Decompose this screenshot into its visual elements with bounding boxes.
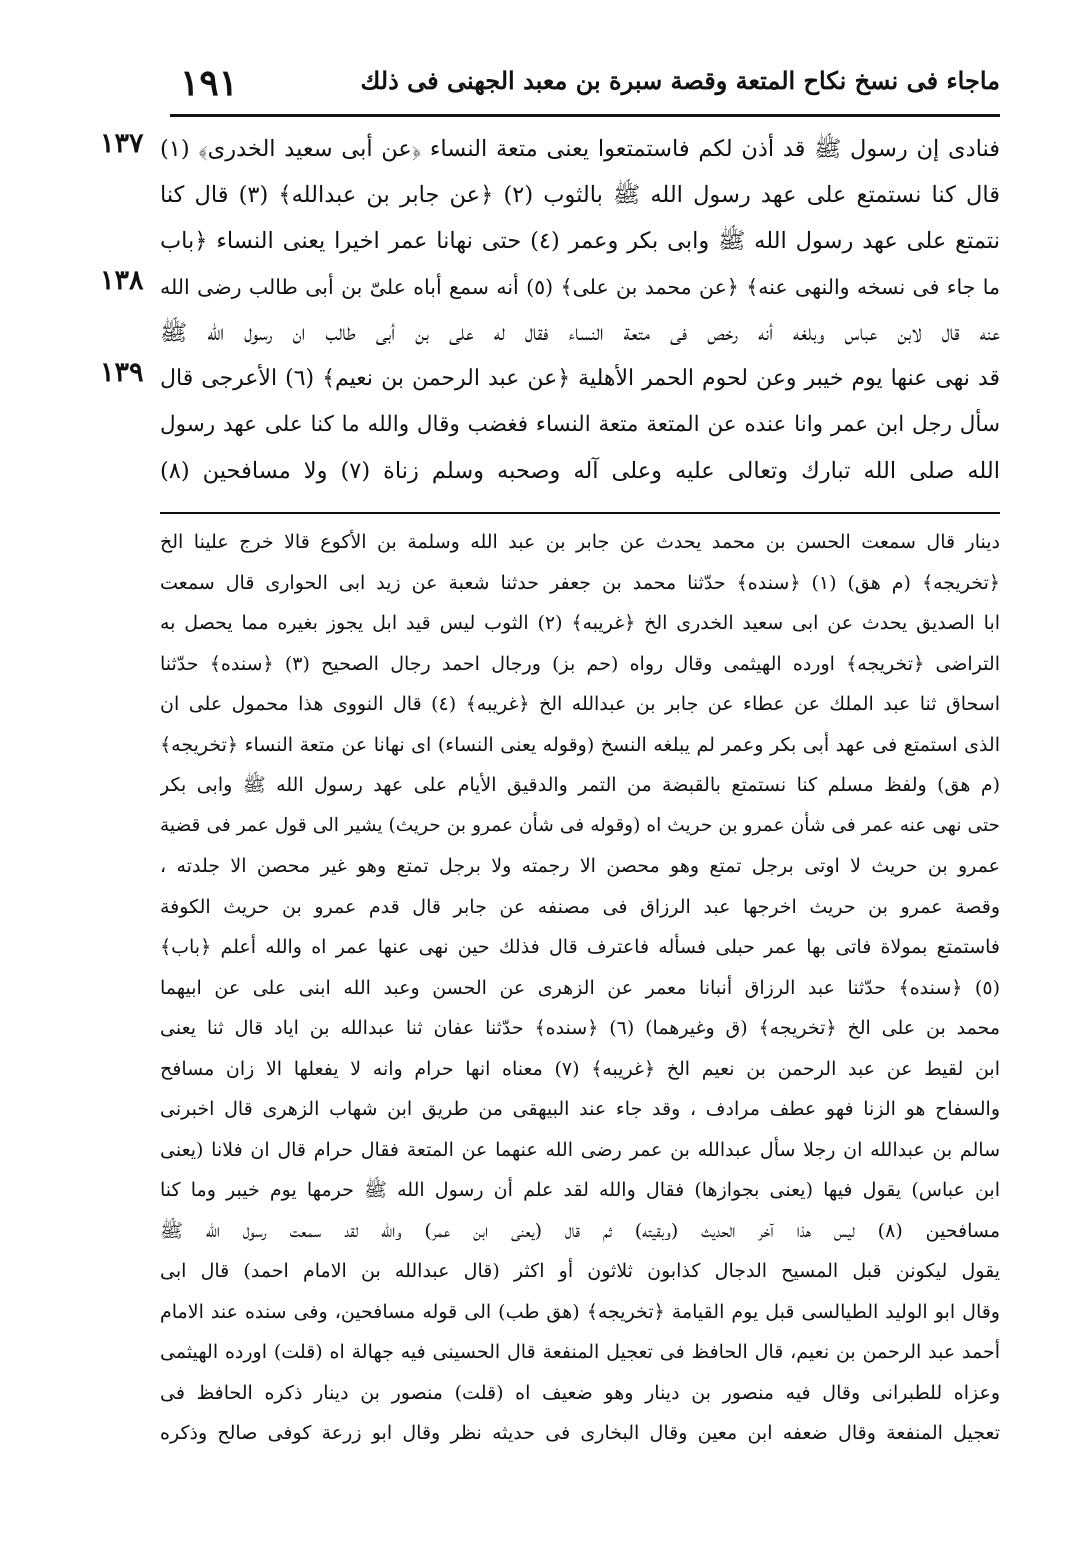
main-text-line: عنه قال لابن عباس وبلغه أنه رخص فى متعة النساء فقال له على بن أبى طالب ان رسول الله ﷺ — [160, 320, 1000, 346]
footnote-line: مسافحين (٨) ليس هذا آخر الحديث (وبقيته) ثم قال (يعنى ابن عمر) والله لقد سمعت رسول الله ﷺ — [160, 1219, 1000, 1242]
footnote-line: وقصة عمرو بن حريث اخرجها عبد الرزاق فى مصنفه عن جابر قال قدم عمرو بن حريث الكوفة — [160, 895, 1000, 918]
footnote-line: حتى نهى عنه عمر فى شأن عمرو بن حريث اه (وقوله فى شأن عمرو بن حريث) يشير الى قول عمر فى قضية — [160, 814, 1000, 836]
footnotes — [160, 522, 1000, 1454]
footnote-line: (م هق) ولفظ مسلم كنا نستمتع بالقبضة من التمر والدقيق الأيام على عهد رسول الله ﷺ وابى بكر — [160, 774, 1000, 796]
main-text — [160, 126, 1000, 494]
footnote-line: ابا الصديق يحدث عن ابى سعيد الخدرى الخ ﴿غريبه﴾ (٢) الثوب ليس قيد ابل يجوز بغيره مما يحصل به — [160, 612, 1000, 634]
footnote-line: سالم بن عبدالله ان رجلا سأل عبدالله بن عمر رضى الله عنهما عن المتعة فقال حرام قال ان فلانا (يعنى — [160, 1138, 1000, 1161]
footnote-line: محمد بن على الخ ﴿تخريجه﴾ (ق وغيرهما) (٦) ﴿سنده﴾ حدّثنا عفان ثنا عبدالله بن اياد قال ثنا يعنى — [160, 1017, 1000, 1039]
footnote-rule — [160, 512, 1000, 514]
main-text-line: سأل رجل ابن عمر وانا عنده عن المتعة متعة النساء فغضب وقال والله ما كنا على عهد رسول — [160, 412, 1000, 437]
main-text-line: فنادى إن رسول ﷺ قد أذن لكم فاستمتعوا يعنى متعة النساء ﴿عن أبى سعيد الخدرى﴾ (١) — [160, 136, 1000, 162]
main-text-line: ما جاء فى نسخه والنهى عنه﴾ ﴿عن محمد بن على﴾ (٥) أنه سمع أباه علىّ بن أبى طالب رضى الله — [160, 275, 1000, 299]
footnote-line: ابن لقيط عن عبد الرحمن بن نعيم الخ ﴿غريبه﴾ (٧) معناه انها حرام وانه لا يفعلها الا زان مسافح — [160, 1057, 1000, 1080]
footnote-line: التراضى ﴿تخريجه﴾ اورده الهيثمى وقال رواه (حم بز) ورجال احمد رجال الصحيح (٣) ﴿سنده﴾ حدّثنا — [160, 652, 1000, 675]
footnote-line: يقول ليكونن قبل المسيح الدجال كذابون ثلاثون أو اكثر (قال عبدالله بن الامام احمد) قال ابى — [160, 1260, 1000, 1282]
footnote-line: تعجيل المنفعة وقال ضعفه ابن معين وقال البخارى فى حديثه نظر وقال ابو زرعة كوفى صالح وذكره — [160, 1422, 1000, 1444]
footnote-line: ابن عباس) يقول فيها (يعنى بجوازها) فقال والله لقد علم أن رسول الله ﷺ حرمها يوم خيبر وما كنا — [160, 1179, 1000, 1201]
running-title: ماجاء فى نسخ نكاح المتعة وقصة سبرة بن معبد الجهنى فى ذلك — [360, 66, 1000, 95]
header-rule — [170, 114, 1000, 117]
footnote-line: أحمد عبد الرحمن بن نعيم، قال الحافظ فى تعجيل المنفعة قال الحسينى فيه جهالة اه (قلت) اورده الهيثمى — [160, 1341, 1000, 1363]
footnote-line: الذى استمتع فى عهد أبى بكر وعمر لم يبلغه النسخ (وقوله يعنى النساء) اى نهانا عن متعة النساء ﴿تخريجه﴾ — [160, 733, 1000, 756]
page-number: ١٩١ — [180, 62, 239, 104]
main-text-line: نتمتع على عهد رسول الله ﷺ وابى بكر وعمر (٤) حتى نهانا عمر اخيرا يعنى النساء ﴿باب — [160, 228, 1000, 254]
footnote-line: وعزاه للطبرانى وقال فيه منصور بن دينار وهو ضعيف اه (قلت) منصور بن دينار ذكره الحافظ فى — [160, 1381, 1000, 1404]
footnote-line: (٥) ﴿سنده﴾ حدّثنا عبد الرزاق أنبانا معمر عن الزهرى عن الحسن وعبد الله ابنى على عن ابيهما — [160, 976, 1000, 999]
footnote-line: دينار قال سمعت الحسن بن محمد يحدث عن جابر بن عبد الله وسلمة بن الأكوع قالا خرج علينا الخ — [160, 531, 1000, 553]
hadith-number: ١٣٧ — [100, 128, 144, 159]
main-text-line: الله صلى الله تبارك وتعالى عليه وعلى آله وصحبه وسلم زناة (٧) ولا مسافحين (٨) — [160, 458, 1000, 484]
footnote-line: وقال ابو الوليد الطيالسى قبل يوم القيامة ﴿تخريجه﴾ (هق طب) الى قوله مسافحين، وفى سنده عند الامام — [160, 1300, 1000, 1323]
footnote-line: اسحاق ثنا عبد الملك عن عطاء عن جابر بن عبدالله الخ ﴿غريبه﴾ (٤) قال النووى هذا محمول على ان — [160, 693, 1000, 715]
main-text-line: قد نهى عنها يوم خيبر وعن لحوم الحمر الأهلية ﴿عن عبد الرحمن بن نعيم﴾ (٦) الأعرجى قال — [160, 366, 1000, 391]
main-text-line: قال كنا نستمتع على عهد رسول الله ﷺ بالثوب (٢) ﴿عن جابر بن عبدالله﴾ (٣) قال كنا — [160, 182, 1000, 208]
hadith-number: ١٣٨ — [100, 265, 144, 296]
hadith-number: ١٣٩ — [100, 357, 144, 388]
page-header — [170, 62, 1000, 112]
footnote-line: والسفاح هو الزنا فهو عطف مرادف ، وقد جاء عند البيهقى من طريق ابن شهاب الزهرى قال اخبرنى — [160, 1098, 1000, 1120]
footnote-line: ﴿تخريجه﴾ (م هق) (١) ﴿سنده﴾ حدّثنا محمد بن جعفر حدثنا شعبة عن زيد ابى الحوارى قال سمعت — [160, 571, 1000, 594]
footnote-line: عمرو بن حريث لا اوتى برجل تمتع وهو محصن الا رجمته ولا برجل تمتع وهو غير محصن الا جلدته ، — [160, 855, 1000, 877]
footnote-line: فاستمتع بمولاة فاتى بها عمر حبلى فسأله فاعترف قال فذلك حين نهى عنها عمر اه والله أعلم ﴿باب﴾ — [160, 936, 1000, 958]
